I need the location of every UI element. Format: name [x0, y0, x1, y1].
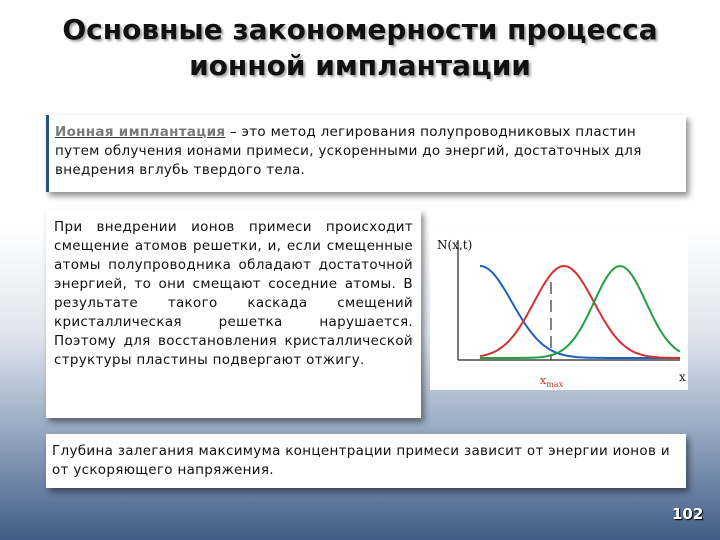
cascade-text-box	[46, 210, 421, 418]
depth-text-box	[46, 434, 686, 488]
definition-text: – это метод легирования полупроводниковых пластин путем облучения ионами примеси, ускоренными до энергий, достаточных для внедрения вглубь твердого тела.	[55, 124, 642, 178]
cascade-text: При внедрении ионов примеси происходит смещение атомов решетки, и, если смещенные атомы полупроводника обладают достаточной энергией, то они смещают соседние атомы. В результате такого каскада смещений кристаллическая решетка нарушается. Поэтому для восстановления кристаллической структуры пластины подвергают отжигу.	[54, 219, 413, 368]
xmax-label: $x_{max}$	[540, 374, 564, 390]
depth-text: Глубина залегания максимума концентрации примеси зависит от энергии ионов и от ускоряющего напряжения.	[52, 443, 670, 478]
definition-term: Ионная имплантация	[55, 124, 226, 140]
definition-box	[46, 115, 686, 192]
y-axis-label: N(x,t)	[437, 238, 473, 252]
title-line-1: Основные закономерности процесса	[62, 13, 658, 46]
concentration-chart-svg	[430, 232, 688, 390]
concentration-chart	[430, 232, 688, 390]
x-axis-label: x	[679, 370, 686, 384]
page-number: 102	[672, 505, 704, 523]
slide-title	[0, 12, 720, 84]
title-line-2: ионной имплантации	[189, 49, 531, 82]
